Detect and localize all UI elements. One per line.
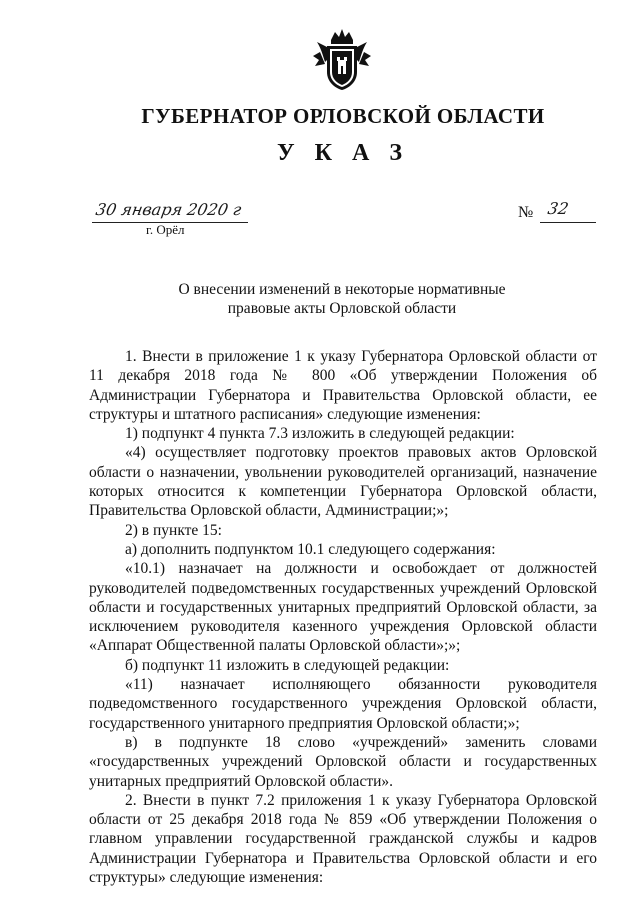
orel-region-coat-of-arms-icon (311, 26, 373, 92)
body-paragraph: «10.1) назначает на должности и освобождает от должностей руководителей подведомственных государственных учреждений Орловской области и государственных унитарных предприятий Орловской области, за исключением руководителя казенного учреждения Орловской области «Аппарат Общественной палаты Орловской области»;»; (89, 560, 597, 655)
document-subject (150, 280, 534, 318)
subject-line: О внесении изменений в некоторые нормативные (178, 281, 506, 298)
date-handwritten: 30 января 2020 г (94, 200, 243, 219)
document-type: У К А З (276, 140, 409, 166)
body-paragraph: 1) подпункт 4 пункта 7.3 изложить в следующей редакции: (125, 425, 515, 443)
issuing-authority: ГУБЕРНАТОР ОРЛОВСКОЙ ОБЛАСТИ (141, 104, 545, 128)
city-label: г. Орёл (146, 222, 185, 237)
body-paragraph: 2. Внести в пункт 7.2 приложения 1 к указу Губернатора Орловской области от 25 декабря 2018 года № 859 «Об утверждении Положения о главном управлении государственной гражданской службы и кадров Администрации Губернатора и Правительства Орловской области и его структуры» следующие изменения: (89, 791, 597, 887)
number-label: № (518, 204, 534, 221)
number-handwritten: 32 (546, 199, 571, 218)
body-paragraph: 2) в пункте 15: (125, 521, 222, 539)
body-paragraph: «11) назначает исполняющего обязанности руководителя подведомственного государственного учреждения Орловской области, государственного унитарного предприятия Орловской области;»; (89, 676, 597, 732)
subject-line: правовые акты Орловской области (227, 300, 457, 317)
body-paragraph: а) дополнить подпунктом 10.1 следующего содержания: (125, 540, 496, 558)
body-paragraph: 1. Внести в приложение 1 к указу Губернатора Орловской области от 11 декабря 2018 года № 800 «Об утверждении Положения об Администрации Губернатора и Правительства Орловской области, ее структуры и штатного расписания» следующие изменения: (89, 348, 597, 423)
document-body (89, 347, 597, 887)
body-paragraph: б) подпункт 11 изложить в следующей редакции: (125, 656, 450, 674)
body-paragraph: «4) осуществляет подготовку проектов правовых актов Орловской области о назначении, увольнении руководителей организаций, назначение которых относится к компетенции Губернатора Орловской области, Правительства Орловской области, Администрации;»; (89, 444, 597, 520)
body-paragraph: в) в подпункте 18 слово «учреждений» заменить словами «государственных учреждений Орловской области и государственных унитарных предприятий Орловской области». (89, 733, 597, 790)
